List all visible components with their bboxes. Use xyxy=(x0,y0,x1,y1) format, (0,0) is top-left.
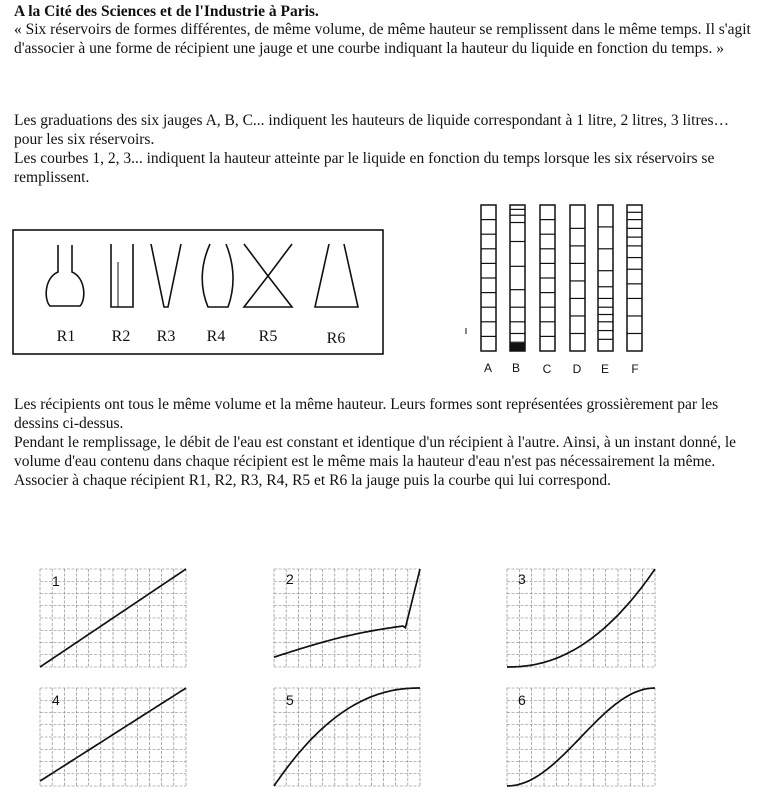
gauges-description: Les graduations des six jauges A, B, C... indiquent les hauteurs de liquide correspondant à 1 litre, 2 litres, 3 litres…pour les six réservoirs. xyxy=(14,112,730,148)
reservoir-label-r4: R4 xyxy=(206,328,226,345)
gauge-b-base xyxy=(510,343,525,351)
graph-1 xyxy=(40,569,186,667)
reservoir-r6-shape xyxy=(315,244,358,307)
gauge-tube xyxy=(627,205,642,351)
graph-label-2: 2 xyxy=(286,571,294,587)
gauge-label-b: B xyxy=(511,361,521,375)
gauge-tube xyxy=(510,205,525,351)
reservoir-r1-shape xyxy=(46,245,84,306)
reservoir-r5-shape xyxy=(244,244,292,307)
filling-description: Pendant le remplissage, le débit de l'eau est constant et identique d'un récipient à l'autre. Ainsi, à un instant donné, le volume d'eau contenu dans chaque récipient est le même mais la hauteur d'eau n'est pas nécessairement la même. xyxy=(14,434,737,470)
reservoir-r2-shape xyxy=(111,244,133,307)
graph-6 xyxy=(507,688,655,786)
gauge-label-e: E xyxy=(600,362,610,376)
page-title: A la Cité des Sciences et de l'Industrie à Paris. xyxy=(14,3,319,20)
gauge-b xyxy=(510,205,525,351)
gauge-e xyxy=(598,205,613,351)
curves-diagram xyxy=(40,569,655,786)
graph-4 xyxy=(40,688,186,786)
graph-label-4: 4 xyxy=(52,692,60,708)
graph-3 xyxy=(507,569,655,667)
gauge-c xyxy=(540,205,555,351)
gauge-label-f: F xyxy=(631,362,639,376)
gauge-label-c: C xyxy=(542,362,552,376)
gauges-diagram xyxy=(466,205,642,351)
reservoir-label-r5: R5 xyxy=(258,328,278,345)
gauge-label-a: A xyxy=(483,361,493,375)
graph-label-1: 1 xyxy=(52,573,60,589)
reservoir-label-r2: R2 xyxy=(111,328,131,345)
intro-quote: « Six réservoirs de formes différentes, de même volume, de même hauteur se remplissent dans le même temps. Il s'agit d'associer à une forme de récipient une jauge et une courbe indiquant la hauteur du liquide en fonction du temps. » xyxy=(14,21,751,57)
reservoir-r3-shape xyxy=(151,244,181,307)
reservoir-label-r6: R6 xyxy=(326,330,346,347)
gauge-d xyxy=(570,205,585,351)
graph-label-3: 3 xyxy=(518,571,526,587)
graph-label-5: 5 xyxy=(286,692,294,708)
reservoir-label-r1: R1 xyxy=(56,328,76,345)
shapes-description: Les récipients ont tous le même volume et la même hauteur. Leurs formes sont représentées grossièrement par les dessins ci-dessus. xyxy=(14,396,719,432)
graph-label-6: 6 xyxy=(518,692,526,708)
reservoir-r4-shape xyxy=(202,244,233,307)
gauge-a xyxy=(481,205,496,351)
graph-2 xyxy=(274,569,420,667)
reservoir-label-r3: R3 xyxy=(156,328,176,345)
gauge-f xyxy=(627,205,642,351)
task-statement: Associer à chaque récipient R1, R2, R3, R4, R5 et R6 la jauge puis la courbe qui lui correspond. xyxy=(14,472,612,489)
gauge-tube xyxy=(570,205,585,351)
gauge-label-d: D xyxy=(572,362,582,376)
curves-description: Les courbes 1, 2, 3... indiquent la hauteur atteinte par le liquide en fonction du temps lorsque les six réservoirs se remplissent. xyxy=(14,150,715,186)
instructions-task xyxy=(14,395,754,490)
graph-5 xyxy=(274,688,420,786)
